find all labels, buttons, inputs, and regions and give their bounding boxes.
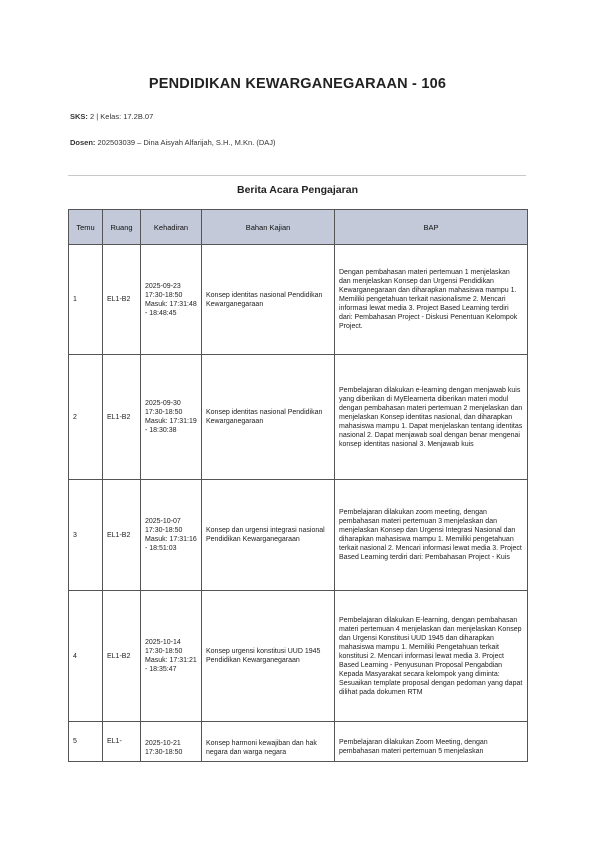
- cell-temu: 2: [69, 355, 103, 480]
- lecturer-info: [70, 138, 276, 147]
- cell-kehadiran: 2025-10-14 17:30-18:50 Masuk: 17:31:21 - 18:35:47: [141, 591, 202, 722]
- table-row: [69, 355, 528, 480]
- section-title: Berita Acara Pengajaran: [236, 184, 358, 196]
- cell-bahan-kajian: Konsep identitas nasional Pendidikan Kewarganegaraan: [202, 245, 335, 355]
- dosen-label: Dosen:: [70, 138, 96, 147]
- cell-bahan-kajian: Konsep identitas nasional Pendidikan Kewarganegaraan: [202, 355, 335, 480]
- cell-bap: Pembelajaran dilakukan Zoom Meeting, dengan pembahasan materi pertemuan 5 menjelaskan: [335, 722, 528, 762]
- header-bahan-kajian: Bahan Kajian: [202, 210, 335, 245]
- cell-bap: Pembelajaran dilakukan e-learning dengan menjawab kuis yang diberikan di MyElearnerta diberikan materi modul dengan pembahasan materi pertemuan 2 menjelaskan dan menjelaskan Konsep identitas nasional, dan diharapkan mahasiswa mampu 1. Dapat menjelaskan tentang identitas nasional 2. Dapat menjawab soal dengan benar mengenai konsep identitas nasional 3. Menjawab kuis: [335, 355, 528, 480]
- cell-ruang: EL1-B2: [103, 480, 141, 591]
- cell-ruang: EL1-B2: [103, 245, 141, 355]
- cell-kehadiran: 2025-10-07 17:30-18:50 Masuk: 17:31:16 - 18:51:03: [141, 480, 202, 591]
- table-row: [69, 245, 528, 355]
- header-bap: BAP: [335, 210, 528, 245]
- cell-kehadiran: 2025-09-23 17:30-18:50 Masuk: 17:31:48 - 18:48:45: [141, 245, 202, 355]
- cell-bap: Pembelajaran dilakukan E-learning, dengan pembahasan materi pertemuan 4 menjelaskan dan menjelaskan Konsep dan Urgensi Konstitusi UUD 1945 dan diharapkan mahasiswa mampu 1. Memiliki Pengetahuan terkait konstitusi 2. Mencari informasi lewat media 3. Project Based Learning - Penyusunan Proposal Pengabdian Kepada Masyarakat secara kelompok yang diminta: Sesuaikan template proposal dengan pedoman yang dapat dilihat pada dokumen RTM: [335, 591, 528, 722]
- cell-bahan-kajian: Konsep dan urgensi integrasi nasional Pendidikan Kewarganegaraan: [202, 480, 335, 591]
- teaching-record-table: [68, 209, 528, 762]
- table-header-row: [69, 210, 528, 245]
- section-divider: [68, 175, 526, 176]
- header-kehadiran: Kehadiran: [141, 210, 202, 245]
- sks-label: SKS:: [70, 112, 88, 121]
- cell-ruang: EL1-B2: [103, 355, 141, 480]
- table-row: [69, 722, 528, 762]
- dosen-value: 202503039 – Dina Aisyah Alfarijah, S.H., M.Kn. (DAJ): [97, 138, 276, 147]
- cell-bahan-kajian: Konsep urgensi konstitusi UUD 1945 Pendidikan Kewarganegaraan: [202, 591, 335, 722]
- table-row: [69, 480, 528, 591]
- cell-ruang: EL1-B2: [103, 591, 141, 722]
- header-ruang: Ruang: [103, 210, 141, 245]
- sks-class-value: 2 | Kelas: 17.2B.07: [90, 112, 154, 121]
- document-title: PENDIDIKAN KEWARGANEGARAAN - 106: [148, 76, 447, 92]
- header-temu: Temu: [69, 210, 103, 245]
- cell-bahan-kajian: Konsep harmoni kewajiban dan hak negara dan warga negara: [202, 722, 335, 762]
- cell-temu: 4: [69, 591, 103, 722]
- cell-temu: 3: [69, 480, 103, 591]
- cell-bap: Dengan pembahasan materi pertemuan 1 menjelaskan dan menjelaskan Konsep dan Urgensi Pendidikan Kewarganegaraan dan diharapkan mahasiswa mampu 1. Memiliki pengetahuan terkait nasionalisme 2. Mencari informasi lewat media 3. Project Based Learning terdiri dari: Pembahasan Project - Diskusi Penentuan Kelompok Project.: [335, 245, 528, 355]
- table-row: [69, 591, 528, 722]
- cell-bap: Pembelajaran dilakukan zoom meeting, dengan pembahasan materi pertemuan 3 menjelaskan dan menjelaskan Konsep dan Urgensi Integrasi Nasional dan diharapkan mahasiswa mampu 1. Memiliki pengetahuan terkait nasional 2. Mencari informasi lewat media 3. Project Based Learning terdiri dari: Pembahasan Project - Kuis: [335, 480, 528, 591]
- cell-kehadiran: 2025-09-30 17:30-18:50 Masuk: 17:31:19 - 18:30:38: [141, 355, 202, 480]
- cell-kehadiran: 2025-10-21 17:30-18:50: [141, 722, 202, 762]
- cell-ruang: EL1-: [103, 722, 141, 762]
- sks-class-info: [70, 112, 153, 121]
- cell-temu: 5: [69, 722, 103, 762]
- cell-temu: 1: [69, 245, 103, 355]
